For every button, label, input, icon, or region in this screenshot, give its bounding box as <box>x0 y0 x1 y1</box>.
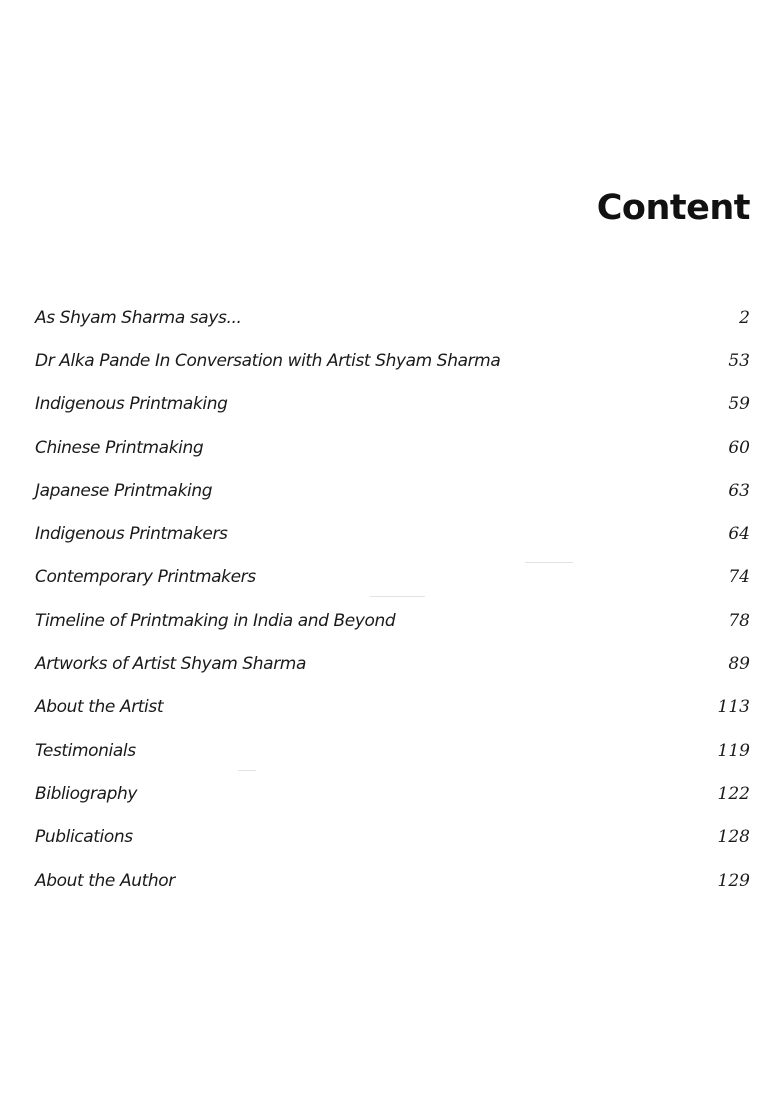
toc-entry-title: Artworks of Artist Shyam Sharma <box>35 654 306 675</box>
scan-mark <box>370 596 425 597</box>
toc-entry <box>35 642 750 685</box>
toc-entry <box>35 729 750 772</box>
toc-entry-title: Contemporary Printmakers <box>35 567 256 588</box>
toc-entry <box>35 339 750 382</box>
toc-entry <box>35 426 750 469</box>
toc-entry-title: Publications <box>35 827 133 848</box>
toc-entry-page: 78 <box>728 610 750 631</box>
toc-entry-page: 74 <box>728 567 750 588</box>
toc-entry <box>35 512 750 555</box>
toc-entry-page: 128 <box>717 827 750 848</box>
toc-entry <box>35 686 750 729</box>
scan-mark <box>525 562 573 563</box>
toc-entry <box>35 556 750 599</box>
toc-entry <box>35 859 750 902</box>
toc-entry-title: Indigenous Printmakers <box>35 524 228 545</box>
toc-entry-page: 129 <box>717 870 750 891</box>
toc-entry-title: Timeline of Printmaking in India and Beyond <box>35 610 396 631</box>
toc-entry <box>35 772 750 815</box>
toc-entry <box>35 383 750 426</box>
page-title: Content <box>596 188 750 228</box>
toc-entry-title: Bibliography <box>35 783 138 804</box>
toc-entry-title: About the Artist <box>35 697 164 718</box>
toc-entry-page: 60 <box>728 437 750 458</box>
toc-entry-title: Indigenous Printmaking <box>35 394 228 415</box>
toc-entry-page: 53 <box>728 350 750 371</box>
toc-entry-page: 59 <box>728 394 750 415</box>
toc-entry-title: About the Author <box>35 870 175 891</box>
toc-entry-title: Testimonials <box>35 740 136 761</box>
toc-entry-title: Chinese Printmaking <box>35 437 204 458</box>
toc-entry-title: As Shyam Sharma says... <box>35 307 242 328</box>
toc-entry-page: 122 <box>717 783 750 804</box>
toc-entry-page: 63 <box>728 480 750 501</box>
toc-entry-title: Japanese Printmaking <box>35 480 213 501</box>
toc-entry-page: 113 <box>717 697 750 718</box>
toc-entry <box>35 816 750 859</box>
toc-entry-page: 64 <box>728 524 750 545</box>
toc-entry-page: 89 <box>728 654 750 675</box>
table-of-contents <box>35 296 750 902</box>
toc-entry-title: Dr Alka Pande In Conversation with Artist Shyam Sharma <box>35 350 501 371</box>
toc-entry-page: 119 <box>717 740 750 761</box>
toc-entry <box>35 469 750 512</box>
toc-entry <box>35 296 750 339</box>
scan-mark <box>238 770 256 771</box>
toc-entry-page: 2 <box>739 307 750 328</box>
toc-entry <box>35 599 750 642</box>
